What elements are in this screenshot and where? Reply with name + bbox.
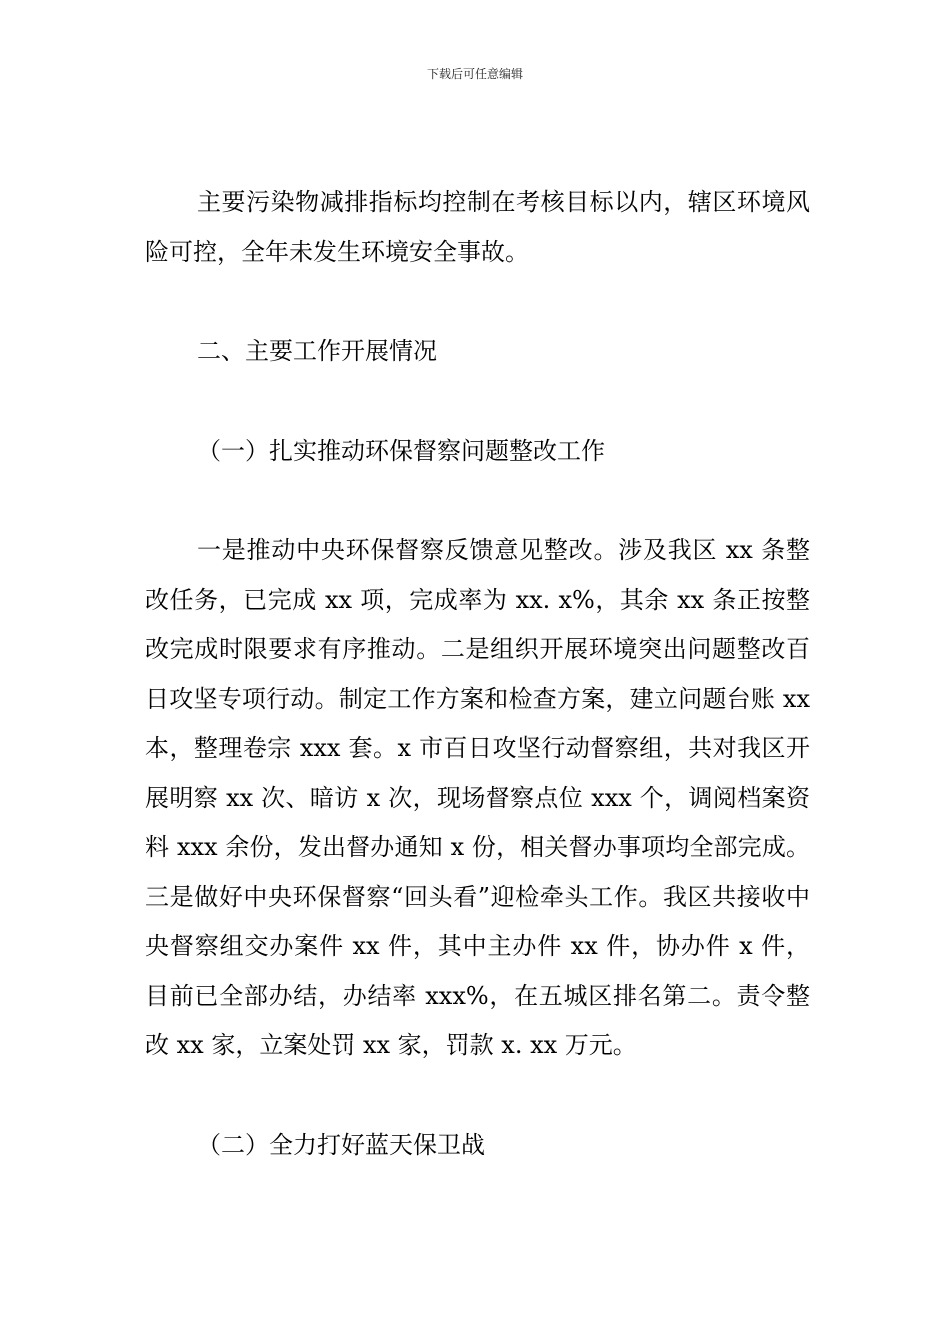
- subsection-2-heading: （二）全力打好蓝天保卫战: [197, 1130, 485, 1159]
- spacer: [145, 476, 810, 526]
- section-2-heading: 二、主要工作开展情况: [197, 337, 437, 365]
- document-body: [145, 178, 810, 1170]
- subsection-1-heading: （一）扎实推动环保督察问题整改工作: [197, 436, 605, 465]
- spacer: [145, 1071, 810, 1121]
- intro-paragraph: 主要污染物减排指标均控制在考核目标以内，辖区环境风险可控，全年未发生环境安全事故。: [145, 188, 810, 266]
- subsection-1-paragraph: 一是推动中央环保督察反馈意见整改。涉及我区 xx 条整改任务，已完成 xx 项，完成率为 xx. x%，其余 xx 条正按整改完成时限要求有序推动。二是组织开展环境突出问题整改百日攻坚专项行动。制定工作方案和检查方案，建立问题台账 xx 本，整理卷宗 xxx 套。x 市百日攻坚行动督察组，共对我区开展明察 xx 次、暗访 x 次，现场督察点位 xxx 个，调阅档案资料 xxx 余份，发出督办通知 x 份，相关督办事项均全部完成。三是做好中央环保督察“回头看”迎检牵头工作。我区共接收中央督察组交办案件 xx 件，其中主办件 xx 件，协办件 x 件，目前已全部办结，办结率 xxx%，在五城区排名第二。责令整改 xx 家，立案处罚 xx 家，罚款 x. xx 万元。: [145, 536, 810, 1059]
- spacer: [145, 377, 810, 427]
- spacer: [145, 277, 810, 327]
- page-header-note: 下载后可任意编辑: [426, 67, 523, 81]
